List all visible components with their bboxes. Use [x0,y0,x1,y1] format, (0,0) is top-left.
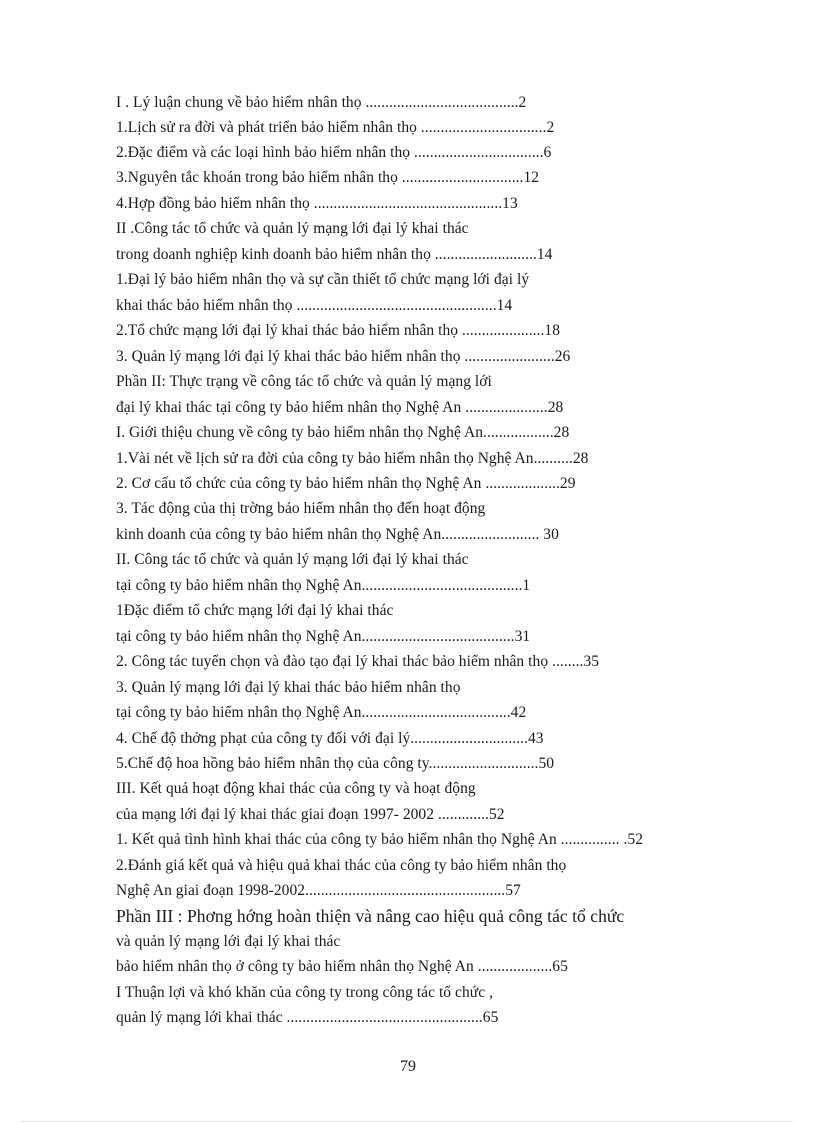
toc-entry: 4. Chế độ thởng phạt của công ty đối với đại lý..............................43 [116,730,544,747]
toc-entry: 2. Công tác tuyển chọn và đào tạo đại lý khai thác bảo hiểm nhân thọ ........35 [116,653,600,670]
toc-entry: 1. Kết quả tình hình khai thác của công ty bảo hiểm nhân thọ Nghệ An ............... .52 [116,831,643,848]
toc-entry: 5.Chế độ hoa hồng bảo hiểm nhân thọ của công ty............................50 [116,755,555,772]
toc-entry: kinh doanh của công ty bảo hiểm nhân thọ Nghệ An......................... 30 [116,526,559,543]
toc-entry: tại công ty bảo hiểm nhân thọ Nghệ An......................................42 [116,704,527,721]
page-bottom-divider [22,1121,794,1122]
toc-entry: bảo hiểm nhân thọ ở công ty bảo hiểm nhân thọ Nghệ An ...................65 [116,958,568,975]
toc-entry: II. Công tác tổ chức và quản lý mạng lới đại lý khai thác [116,551,469,568]
toc-entry: 2.Tổ chức mạng lới đại lý khai thác bảo hiểm nhân thọ .....................18 [116,322,561,339]
toc-entry: III. Kết quả hoạt động khai thác của công ty và hoạt động [116,780,476,797]
toc-entry: 2.Đánh giá kết quả và hiệu quả khai thác của công ty bảo hiểm nhân thọ [116,857,567,874]
toc-entry: 1Đặc điểm tổ chức mạng lới đại lý khai thác [116,602,394,619]
toc-entry: I. Giới thiệu chung về công ty bảo hiểm nhân thọ Nghệ An..................28 [116,424,570,441]
page-number: 79 [400,1058,416,1075]
toc-entry: 2. Cơ cấu tổ chức của công ty bảo hiểm nhân thọ Nghệ An ...................29 [116,475,576,492]
toc-entry: 3. Quản lý mạng lới đại lý khai thác bảo hiểm nhân thọ [116,679,461,696]
toc-entry: Nghệ An giai đoạn 1998-2002...................................................57 [116,882,521,899]
toc-entry: và quản lý mạng lới đại lý khai thác [116,933,341,950]
toc-entry: trong doanh nghiệp kinh doanh bảo hiểm nhân thọ ..........................14 [116,246,553,263]
toc-entry: Phần III : Phơng hớng hoàn thiện và nâng cao hiệu quả công tác tổ chức [116,906,625,926]
toc-entry: I . Lý luận chung về bảo hiểm nhân thọ .......................................2 [116,94,527,111]
toc-entry: Phần II: Thực trạng về công tác tổ chức và quản lý mạng lới [116,373,492,390]
toc-entry: 3.Nguyên tắc khoán trong bảo hiểm nhân thọ ...............................12 [116,169,540,186]
toc-entry: của mạng lới đại lý khai thác giai đoạn 1997- 2002 .............52 [116,806,505,823]
toc-entry: khai thác bảo hiểm nhân thọ ...................................................14 [116,297,513,314]
toc-entry: 4.Hợp đồng bảo hiểm nhân thọ ................................................13 [116,195,518,212]
toc-entry: 1.Đại lý bảo hiểm nhân thọ và sự cần thiết tổ chức mạng lới đại lý [116,271,530,288]
toc-entry: 3. Quản lý mạng lới đại lý khai thác bảo hiểm nhân thọ .......................26 [116,348,571,365]
toc-entry: tại công ty bảo hiểm nhân thọ Nghệ An.........................................1 [116,577,531,594]
toc-entry: quản lý mạng lới khai thác ..................................................65 [116,1009,499,1026]
toc-entry: I Thuận lợi và khó khăn của công ty trong công tác tổ chức , [116,984,493,1001]
toc-entry: đại lý khai thác tại công ty bảo hiểm nhân thọ Nghệ An .....................28 [116,399,564,416]
toc-entry: tại công ty bảo hiểm nhân thọ Nghệ An.......................................31 [116,628,531,645]
toc-entry: 3. Tác động của thị trờng bảo hiểm nhân thọ đến hoạt động [116,500,486,517]
toc-entry: 1.Vài nét về lịch sử ra đời của công ty bảo hiểm nhân thọ Nghệ An..........28 [116,450,589,467]
toc-entry: II .Công tác tổ chức và quản lý mạng lới đại lý khai thác [116,220,469,237]
toc-entry: 1.Lịch sử ra đời và phát triển bảo hiểm nhân thọ ................................2 [116,119,555,136]
toc-entry: 2.Đặc điểm và các loại hình bảo hiểm nhân thọ .................................6 [116,144,552,161]
